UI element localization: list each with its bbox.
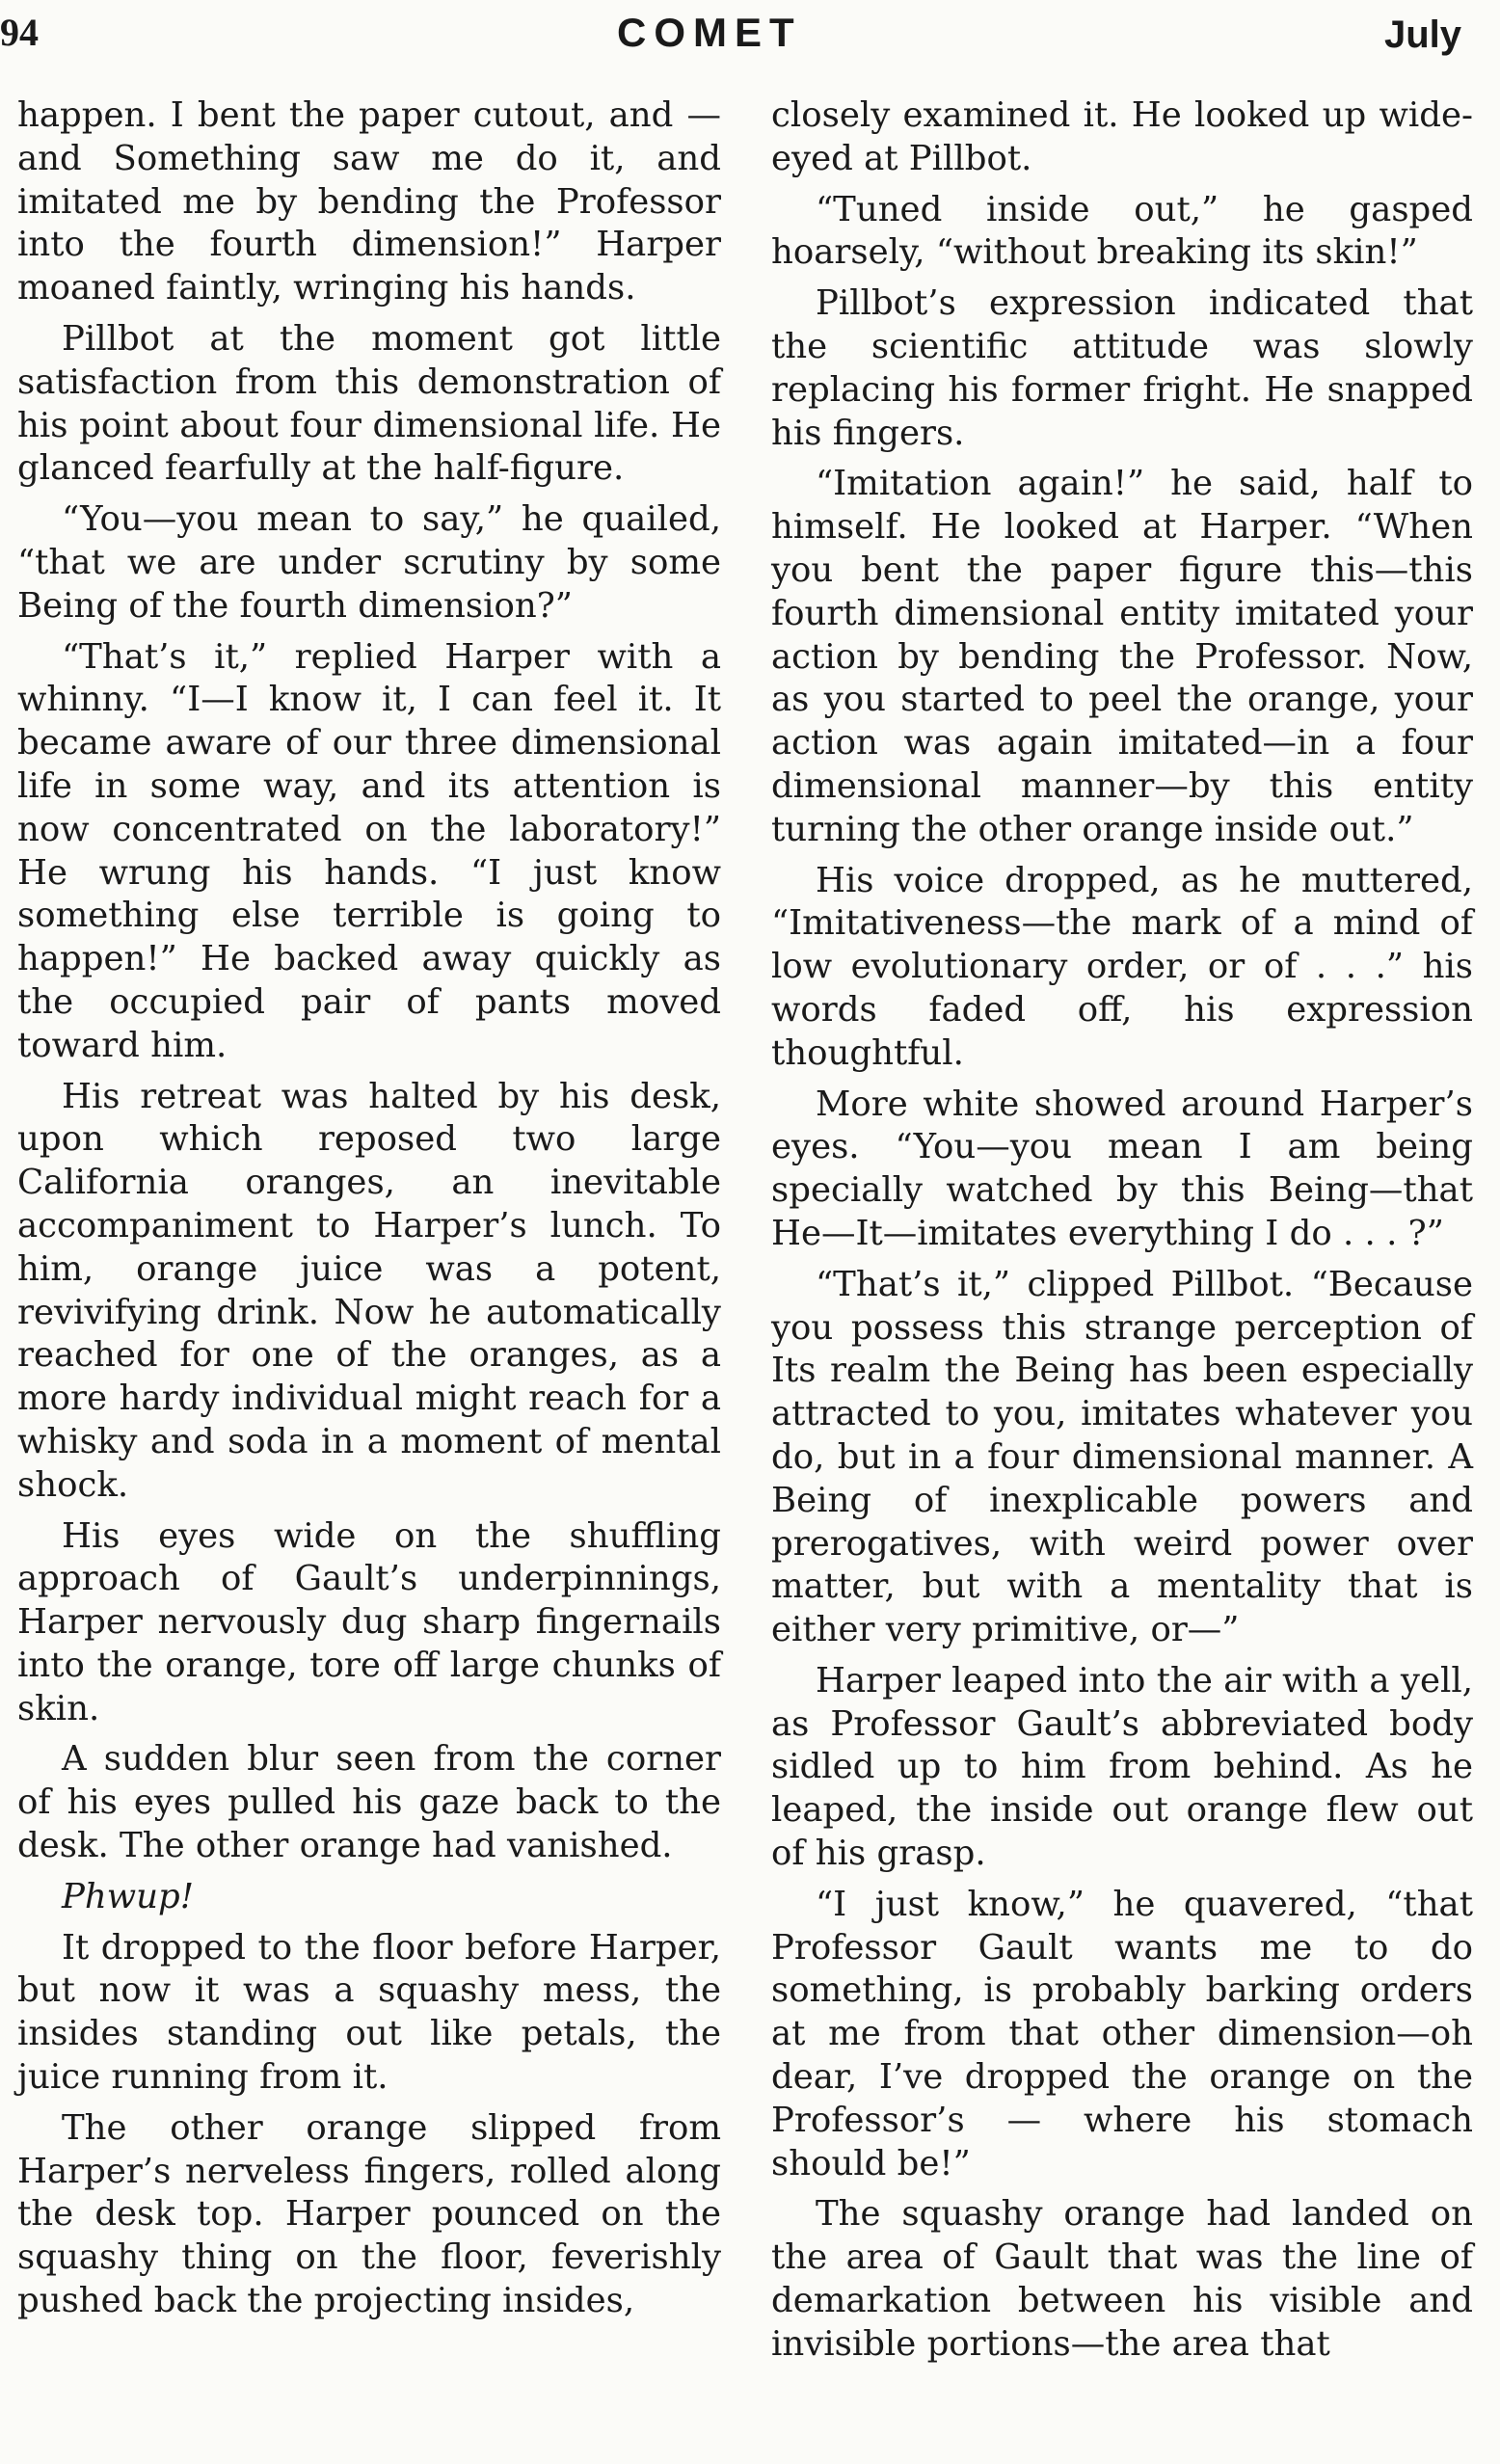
paragraph: closely examined it. He looked up wide-eyed at Pillbot.	[771, 95, 1473, 178]
paragraph: A sudden blur seen from the corner of his eyes pulled his gaze back to the desk. The other orange had vanished.	[17, 1739, 721, 1866]
paragraph: happen. I bent the paper cutout, and —and Something saw me do it, and imitated me by bending the Professor into the fourth dimension!” Harper moaned faintly, wringing his hands.	[17, 95, 721, 308]
paragraph: Pillbot at the moment got little satisfaction from this demonstration of his point about four dimensional life. He glanced fearfully at the half-figure.	[17, 318, 721, 489]
paragraph: “That’s it,” clipped Pillbot. “Because you possess this strange perception of Its realm the Being has been especially attracted to you, imitates whatever you do, but in a four dimensional manner. A Being of inexplicable powers and prerogatives, with weird power over matter, but with a mentality that is either very primitive, or—”	[771, 1264, 1473, 1650]
paragraph: His retreat was halted by his desk, upon which reposed two large California oranges, an inevitable accompaniment to Harper’s lunch. To him, orange juice was a potent, revivifying drink. Now he automatically reached for one of the oranges, as a more hardy individual might reach for a whisky and soda in a moment of mental shock.	[17, 1076, 721, 1505]
paragraph: “Imitation again!” he said, half to himself. He looked at Harper. “When you bent the paper figure this—this fourth dimensional entity imitated your action by bending the Professor. Now, as you started to peel the orange, your action was again imitated—in a four dimensional manner—by this entity turning the other orange inside out.”	[771, 464, 1473, 849]
paragraph: “That’s it,” replied Harper with a whinny. “I—I know it, I can feel it. It became aware of our three dimensional life in some way, and its attention is now concentrated on the laboratory!” He wrung his hands. “I just know something else terrible is going to happen!” He backed away quickly as the occupied pair of pants moved toward him.	[17, 636, 721, 1065]
magazine-title: COMET	[617, 10, 802, 55]
paragraph: His eyes wide on the shuffling approach of Gault’s underpinnings, Harper nervously dug sharp fingernails into the orange, tore off large chunks of skin.	[17, 1515, 721, 1728]
issue-month: July	[1383, 13, 1461, 56]
paragraph: Pillbot’s expression indicated that the scientific attitude was slowly replacing his former fright. He snapped his fingers.	[771, 283, 1473, 453]
paragraph: The squashy orange had landed on the area of Gault that was the line of demarkation between his visible and invisible portions—the area that	[771, 2194, 1473, 2364]
paragraph: “I just know,” he quavered, “that Professor Gault wants me to do something, is probably barking orders at me from that other dimension—oh dear, I’ve dropped the orange on the Professor’s — where his stomach should be!”	[771, 1884, 1473, 2183]
paragraph: His voice dropped, as he muttered, “Imitativeness—the mark of a mind of low evolutionary order, or of . . .” his words faded off, his expression thoughtful.	[771, 860, 1473, 1073]
page-header	[0, 10, 1500, 67]
paragraph: Harper leaped into the air with a yell, as Professor Gault’s abbreviated body sidled up to him from behind. As he leaped, the inside out orange flew out of his grasp.	[771, 1660, 1473, 1874]
paragraph: “Tuned inside out,” he gasped hoarsely, “without breaking its skin!”	[771, 189, 1473, 273]
paragraph: “You—you mean to say,” he quailed, “that we are under scrutiny by some Being of the fourth dimension?”	[17, 499, 721, 626]
paragraph: It dropped to the floor before Harper, but now it was a squashy mess, the insides standing out like petals, the juice running from it.	[17, 1927, 721, 2098]
page-number: 94	[0, 11, 39, 54]
paragraph: The other orange slipped from Harper’s nerveless fingers, rolled along the desk top. Harper pounced on the squashy thing on the floor, feverishly pushed back the projecting insides,	[17, 2107, 721, 2321]
left-column	[17, 94, 721, 2331]
paragraph: Phwup!	[62, 1876, 194, 1916]
right-column	[771, 94, 1473, 2374]
paragraph: More white showed around Harper’s eyes. “You—you mean I am being specially watched by this Being—that He—It—imitates everything I do . . . ?”	[771, 1084, 1473, 1253]
